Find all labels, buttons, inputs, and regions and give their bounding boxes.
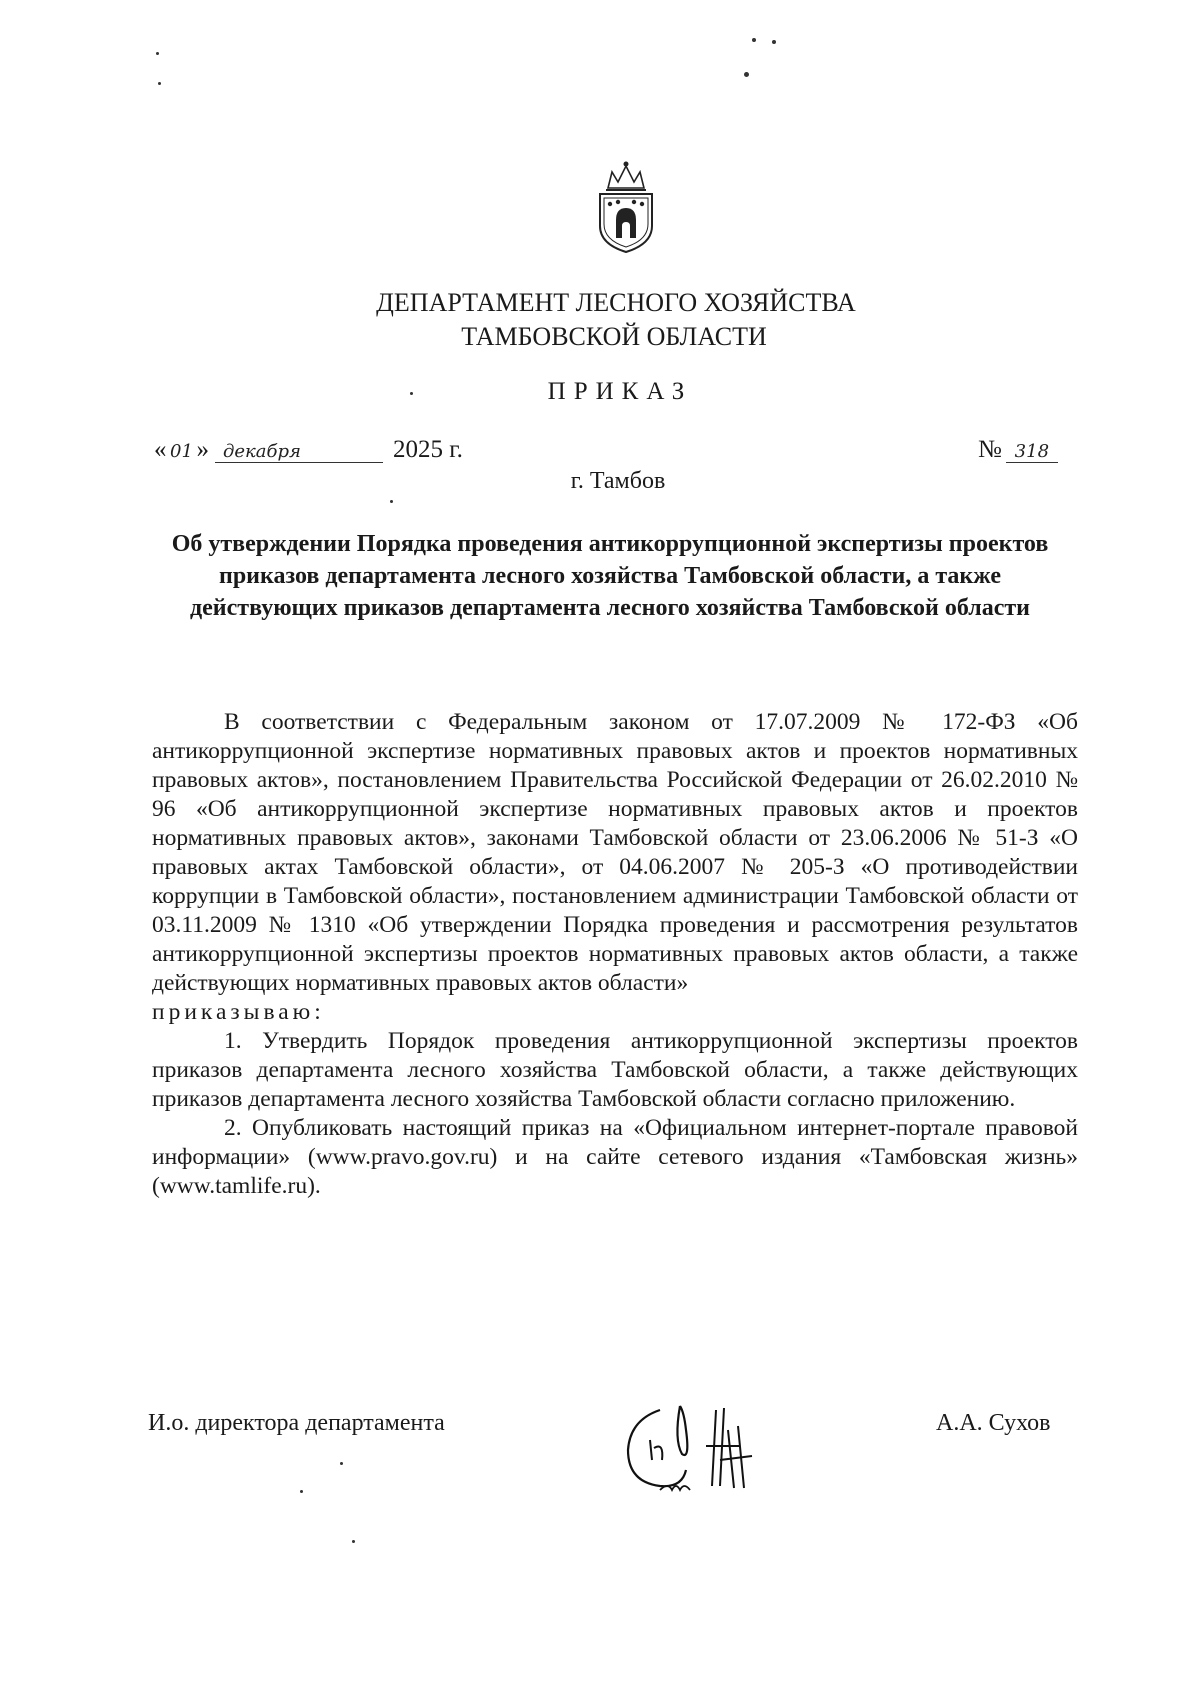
signatory-position: И.о. директора департамента — [148, 1410, 445, 1436]
date-day: 01 — [170, 441, 193, 462]
coat-of-arms-icon — [590, 158, 662, 254]
number-label: № — [978, 436, 1002, 463]
item-1: 1. Утвердить Порядок проведения антикоррупционной экспертизы проектов приказов департамента лесного хозяйства Тамбовской области, а также действующих приказов департамента лесного хозяйства Тамбовской области согласно приложению. — [152, 1028, 1078, 1112]
order-date — [154, 436, 463, 464]
scan-speck — [772, 40, 776, 44]
date-open-quote: « — [154, 436, 167, 463]
date-close-quote: » — [196, 436, 209, 463]
scan-speck — [390, 500, 393, 503]
date-year: 2025 г. — [393, 436, 463, 463]
scan-speck — [752, 38, 756, 42]
date-month: декабря — [215, 441, 383, 463]
item-2: 2. Опубликовать настоящий приказ на «Официальном интернет-портале правовой информации» (www.pravo.gov.ru) и на сайте сетевого издания «Тамбовская жизнь» (www.tamlife.ru). — [152, 1115, 1078, 1199]
scan-speck — [744, 72, 749, 77]
scan-speck — [340, 1462, 343, 1465]
scan-speck — [156, 52, 159, 55]
handwritten-signature-icon — [620, 1390, 820, 1500]
scan-speck — [300, 1490, 303, 1493]
scan-speck — [410, 392, 413, 395]
order-subject: Об утверждении Порядка проведения антикоррупционной экспертизы проектов приказов департамента лесного хозяйства Тамбовской области, а также действующих приказов департамента лесного хозяйства Тамбовской области — [171, 531, 1049, 621]
department-name-line1: ДЕПАРТАМЕНТ ЛЕСНОГО ХОЗЯЙСТВА — [376, 288, 856, 317]
preamble-paragraph: В соответствии с Федеральным законом от 17.07.2009 № 172-ФЗ «Об антикоррупционной экспертизе нормативных правовых актов и проектов нормативных правовых актов», постановлением Правительства Российской Федерации от 26.02.2010 № 96 «Об антикоррупционной экспертизе нормативных правовых актов и проектов нормативных правовых актов», законами Тамбовской области от 23.06.2006 № 51-З «О правовых актах Тамбовской области», от 04.06.2007 № 205-З «О противодействии коррупции в Тамбовской области», постановлением администрации Тамбовской области от 03.11.2009 № 1310 «Об утверждении Порядка проведения и рассмотрения результатов антикоррупционной экспертизы проектов нормативных правовых актов области, а также действующих нормативных правовых актов области» — [152, 709, 1078, 996]
number-value: 318 — [1006, 441, 1058, 463]
order-number — [978, 436, 1058, 464]
document-type: ПРИКАЗ — [547, 378, 693, 405]
department-name-line2: ТАМБОВСКОЙ ОБЛАСТИ — [461, 322, 767, 351]
signatory-name: А.А. Сухов — [936, 1410, 1051, 1436]
city: г. Тамбов — [570, 468, 666, 494]
scan-speck — [352, 1540, 355, 1543]
order-word: приказываю: — [152, 999, 325, 1025]
order-body — [152, 708, 1078, 1201]
signature-block — [0, 1398, 1200, 1518]
scan-speck — [158, 82, 161, 85]
